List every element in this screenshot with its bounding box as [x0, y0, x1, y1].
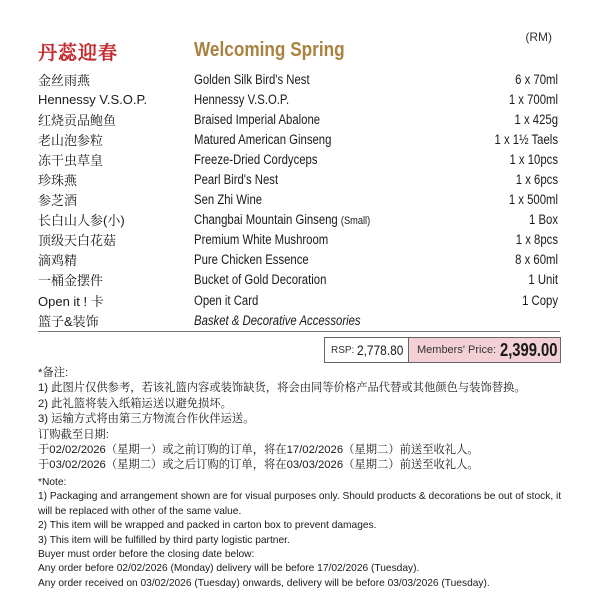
item-name-en: Sen Zhi Wine — [194, 192, 263, 208]
note-line: *备注: — [38, 367, 69, 379]
list-item — [38, 230, 558, 250]
item-name-en: Basket & Decorative Accessories — [194, 312, 361, 328]
list-item — [38, 129, 558, 149]
item-name-en: Pure Chicken Essence — [194, 252, 309, 268]
list-item — [38, 310, 558, 330]
item-qty: 8 x 60ml — [515, 252, 558, 268]
item-name-en: Braised Imperial Abalone — [194, 111, 321, 127]
rsp-price-box — [324, 337, 409, 363]
item-name-en-main: Changbai Mountain Ginseng — [194, 212, 338, 228]
item-name-cn: 一桶金摆件 — [38, 273, 104, 289]
item-name-cn: 金丝雨燕 — [38, 72, 91, 88]
rsp-value: 2,778.80 — [357, 342, 404, 358]
item-qty: 1 x 1½ Taels — [494, 131, 558, 147]
list-item — [38, 89, 558, 109]
list-item — [38, 169, 558, 189]
item-qty: 1 Unit — [528, 272, 558, 288]
item-name-en: Premium White Mushroom — [194, 232, 329, 248]
item-name-cn: 冻干虫草皇 — [38, 152, 104, 168]
item-name-en: Golden Silk Bird's Nest — [194, 71, 310, 87]
member-price-box — [409, 337, 561, 363]
notes-chinese — [38, 366, 568, 474]
list-item — [38, 210, 558, 230]
item-list — [38, 69, 558, 330]
currency-label: (RM) — [525, 30, 552, 44]
note-line: 3) This item will be fulfilled by third party logistic partner. — [38, 534, 290, 546]
item-name-en: Pearl Bird's Nest — [194, 172, 279, 188]
item-qty: 1 x 8pcs — [515, 232, 558, 248]
item-qty: 1 x 700ml — [508, 91, 558, 107]
list-item — [38, 69, 558, 89]
item-name-cn: 篮子&装饰 — [38, 313, 99, 329]
note-line: Any order before 02/02/2026 (Monday) delivery will be before 17/02/2026 (Tuesday). — [38, 563, 420, 575]
list-item — [38, 109, 558, 129]
item-name-en: Open it Card — [194, 292, 259, 308]
item-name-cn: 滴鸡精 — [38, 253, 78, 269]
item-qty: 1 Box — [528, 212, 558, 228]
note-line: *Note: — [38, 477, 67, 488]
note-line: 1) 此图片仅供参考，若该礼篮内容或装饰缺货，将会由同等价格产品代替或其他颜色与装饰替换。 — [38, 382, 526, 395]
item-name-cn: Open it ! 卡 — [38, 293, 104, 309]
item-name-cn: Hennessy V.S.O.P. — [38, 91, 148, 107]
item-name-cn: 老山泡参粒 — [38, 132, 104, 148]
item-qty: 1 x 425g — [514, 111, 558, 127]
item-name-en: Freeze-Dried Cordyceps — [194, 151, 318, 167]
item-name-en: Bucket of Gold Decoration — [194, 272, 327, 288]
item-qty: 1 Copy — [522, 292, 558, 308]
note-line: 1) Packaging and arrangement shown are for visual purposes only. Should products & decorations be out of stock, it will be replaced with other of the same value. — [38, 491, 562, 517]
item-name-cn: 珍珠燕 — [38, 173, 78, 189]
list-item — [38, 290, 558, 310]
note-line: 于03/02/2026（星期二）或之后订购的订单，将在03/03/2026（星期二）前送至收礼人。 — [38, 459, 479, 472]
item-qty: 1 x 500ml — [508, 192, 558, 208]
note-line: 订购截至日期: — [38, 428, 109, 441]
item-name-en: Matured American Ginseng — [194, 131, 332, 147]
list-item — [38, 270, 558, 290]
note-line: 2) 此礼篮将装入纸箱运送以避免损坏。 — [38, 397, 232, 410]
list-item — [38, 149, 558, 169]
item-name-cn: 参芝酒 — [38, 193, 78, 209]
note-line: 2) This item will be wrapped and packed in carton box to prevent damages. — [38, 520, 377, 532]
item-name-en — [194, 212, 407, 227]
note-line: Any order received on 03/02/2026 (Tuesday) onwards, delivery will be before 03/03/2026 (Tuesday). — [38, 577, 490, 589]
item-name-cn: 长白山人参(小) — [38, 213, 125, 229]
item-name-en-size: (Small) — [340, 215, 371, 228]
title-chinese: 丹蕊迎春 — [38, 43, 119, 64]
item-qty: 6 x 70ml — [515, 71, 558, 87]
item-name-cn: 顶级天白花菇 — [38, 233, 117, 249]
list-item — [38, 190, 558, 210]
member-price-label: Members' Price: — [417, 344, 497, 356]
notes-english — [38, 476, 568, 591]
note-line: 于02/02/2026（星期一）或之前订购的订单，将在17/02/2026（星期二）前送至收礼人。 — [38, 444, 479, 457]
item-qty: 1 x 10pcs — [509, 151, 558, 167]
note-line: Buyer must order before the closing date below: — [38, 549, 255, 561]
rsp-label: RSP: — [331, 344, 355, 356]
item-name-cn: 红烧贡品鲍鱼 — [38, 112, 117, 128]
list-item — [38, 250, 558, 270]
title-english: Welcoming Spring — [194, 39, 345, 61]
item-qty: 1 x 6pcs — [515, 172, 558, 188]
member-price-value: 2,399.00 — [500, 339, 558, 360]
divider — [38, 331, 560, 332]
item-name-en: Hennessy V.S.O.P. — [194, 91, 290, 107]
note-line: 3) 运输方式将由第三方物流合作伙伴运送。 — [38, 413, 255, 426]
